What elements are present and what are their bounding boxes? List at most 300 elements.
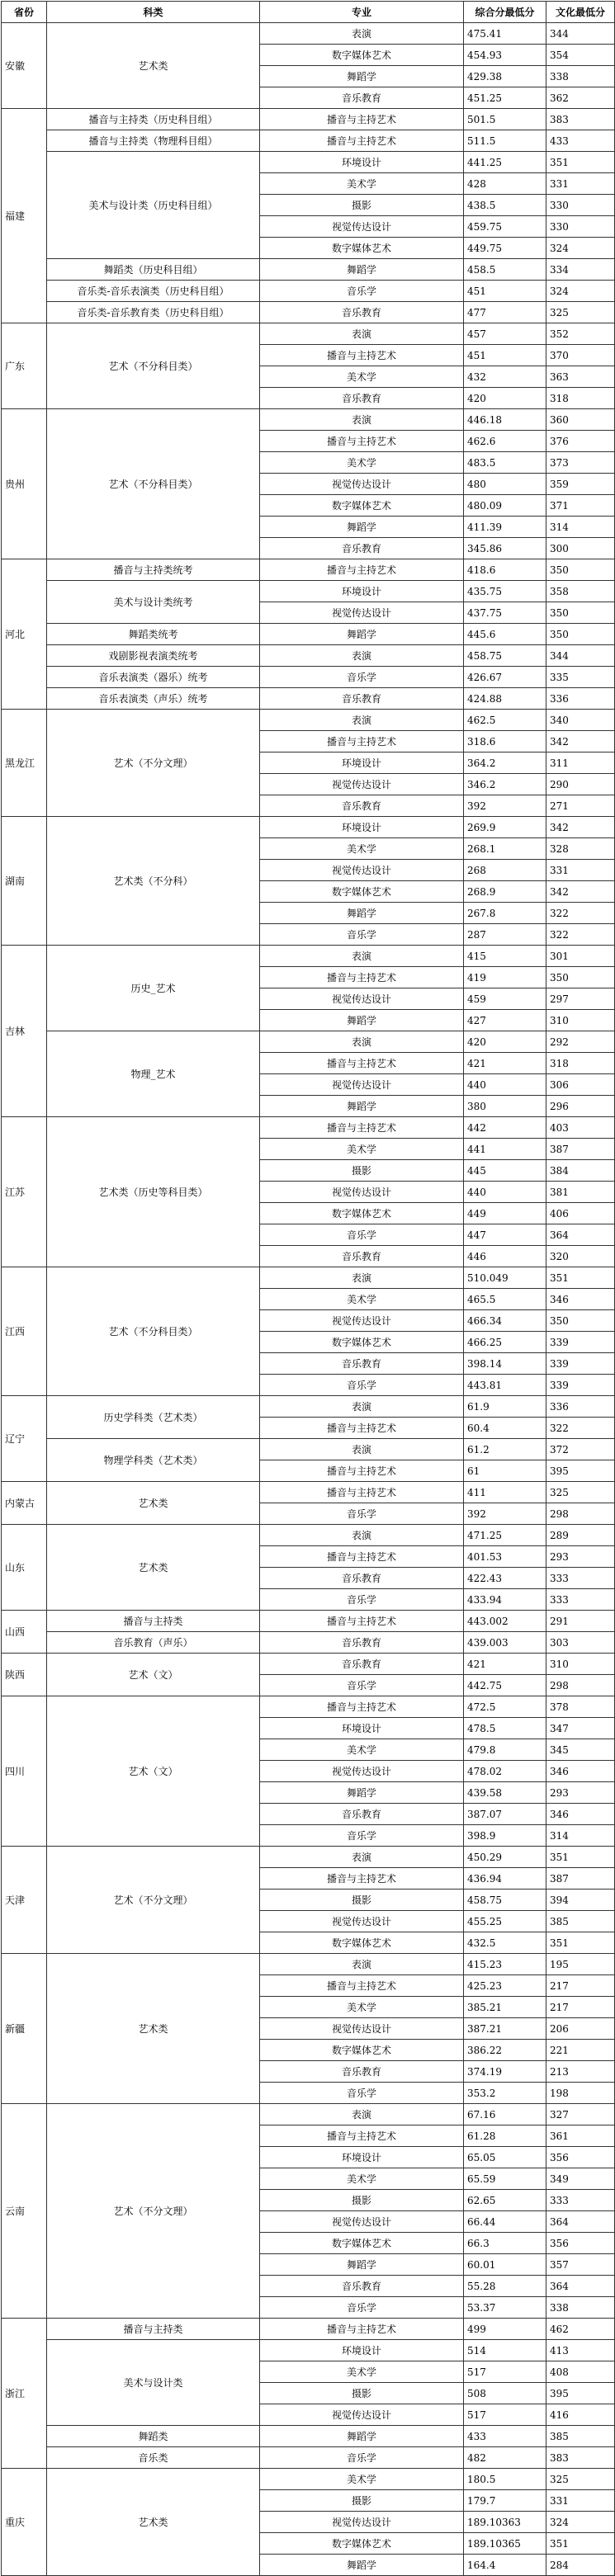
composite-score-cell: 398.9 [464, 1825, 546, 1847]
culture-score-cell: 334 [546, 259, 615, 281]
composite-score-cell: 441 [464, 1139, 546, 1160]
culture-score-cell: 387 [546, 1868, 615, 1890]
major-cell: 视觉传达设计 [260, 774, 464, 795]
composite-score-cell: 418.6 [464, 559, 546, 581]
table-row [2, 2319, 615, 2340]
table-row [2, 1847, 615, 1868]
culture-score-cell: 327 [546, 2104, 615, 2125]
composite-score-cell: 437.75 [464, 602, 546, 624]
composite-score-cell: 451.25 [464, 87, 546, 109]
culture-score-cell: 336 [546, 688, 615, 710]
major-cell: 环境设计 [260, 1718, 464, 1739]
major-cell: 摄影 [260, 195, 464, 216]
composite-score-cell: 436.94 [464, 1868, 546, 1890]
culture-score-cell: 310 [546, 1654, 615, 1675]
culture-score-cell: 195 [546, 1954, 615, 1975]
culture-score-cell: 372 [546, 1439, 615, 1460]
composite-score-cell: 443.002 [464, 1611, 546, 1632]
culture-score-cell: 362 [546, 87, 615, 109]
culture-score-cell: 408 [546, 2361, 615, 2383]
table-row [2, 2104, 615, 2125]
category-cell: 音乐类 [47, 2447, 260, 2469]
composite-score-cell: 439.58 [464, 1782, 546, 1804]
major-cell: 舞蹈学 [260, 1010, 464, 1031]
major-cell: 美术学 [260, 2361, 464, 2383]
major-cell: 音乐教育 [260, 1246, 464, 1267]
culture-score-cell: 416 [546, 2404, 615, 2426]
table-row [2, 2426, 615, 2447]
major-cell: 数字媒体艺术 [260, 1332, 464, 1353]
province-cell: 湖南 [2, 817, 47, 946]
composite-score-cell: 454.93 [464, 45, 546, 66]
composite-score-cell: 445.6 [464, 624, 546, 645]
culture-score-cell: 358 [546, 581, 615, 602]
culture-score-cell: 322 [546, 924, 615, 946]
culture-score-cell: 333 [546, 2190, 615, 2211]
table-row [2, 1439, 615, 1460]
composite-score-cell: 420 [464, 1031, 546, 1053]
major-cell: 数字媒体艺术 [260, 45, 464, 66]
major-cell: 播音与主持艺术 [260, 1975, 464, 1997]
culture-score-cell: 310 [546, 1010, 615, 1031]
culture-score-cell: 336 [546, 1396, 615, 1418]
major-cell: 表演 [260, 323, 464, 345]
major-cell: 音乐教育 [260, 2061, 464, 2083]
culture-score-cell: 198 [546, 2083, 615, 2104]
major-cell: 音乐教育 [260, 388, 464, 409]
major-cell: 表演 [260, 645, 464, 667]
table-row [2, 130, 615, 152]
category-cell: 艺术（文） [47, 1696, 260, 1847]
composite-score-cell: 419 [464, 967, 546, 988]
composite-score-cell: 443.81 [464, 1375, 546, 1396]
composite-score-cell: 65.59 [464, 2168, 546, 2190]
major-cell: 视觉传达设计 [260, 2018, 464, 2040]
composite-score-cell: 449 [464, 1203, 546, 1224]
composite-score-cell: 380 [464, 1096, 546, 1117]
composite-score-cell: 482 [464, 2447, 546, 2469]
category-cell: 物理学科类（艺术类） [47, 1439, 260, 1482]
major-cell: 数字媒体艺术 [260, 881, 464, 903]
culture-score-cell: 356 [546, 2233, 615, 2254]
composite-score-cell: 458.5 [464, 259, 546, 281]
major-cell: 音乐学 [260, 1589, 464, 1611]
culture-score-cell: 346 [546, 1289, 615, 1310]
composite-score-cell: 432 [464, 366, 546, 388]
culture-score-cell: 284 [546, 2555, 615, 2576]
culture-score-cell: 322 [546, 1418, 615, 1439]
major-cell: 播音与主持艺术 [260, 1546, 464, 1568]
composite-score-cell: 447 [464, 1224, 546, 1246]
composite-score-cell: 374.19 [464, 2061, 546, 2083]
composite-score-cell: 345.86 [464, 538, 546, 559]
culture-score-cell: 320 [546, 1246, 615, 1267]
composite-score-cell: 268.1 [464, 838, 546, 860]
major-cell: 播音与主持艺术 [260, 2125, 464, 2147]
composite-score-cell: 421 [464, 1654, 546, 1675]
province-cell: 重庆 [2, 2469, 47, 2576]
province-cell: 天津 [2, 1847, 47, 1954]
culture-score-cell: 335 [546, 667, 615, 688]
composite-score-cell: 478.5 [464, 1718, 546, 1739]
composite-score-cell: 446 [464, 1246, 546, 1267]
major-cell: 舞蹈学 [260, 2555, 464, 2576]
category-cell: 音乐教育（声乐） [47, 1632, 260, 1654]
major-cell: 播音与主持艺术 [260, 109, 464, 130]
culture-score-cell: 433 [546, 130, 615, 152]
major-cell: 美术学 [260, 366, 464, 388]
composite-score-cell: 67.16 [464, 2104, 546, 2125]
composite-score-cell: 446.18 [464, 409, 546, 431]
category-cell: 艺术类 [47, 1525, 260, 1611]
composite-score-cell: 189.10363 [464, 2512, 546, 2533]
table-row [2, 409, 615, 431]
culture-score-cell: 351 [546, 1847, 615, 1868]
composite-score-cell: 392 [464, 1503, 546, 1525]
province-cell: 江苏 [2, 1117, 47, 1267]
major-cell: 音乐教育 [260, 87, 464, 109]
culture-score-cell: 462 [546, 2319, 615, 2340]
composite-score-cell: 66.3 [464, 2233, 546, 2254]
major-cell: 音乐教育 [260, 1353, 464, 1375]
culture-score-cell: 300 [546, 538, 615, 559]
major-cell: 摄影 [260, 2383, 464, 2404]
composite-score-cell: 392 [464, 795, 546, 817]
composite-score-cell: 480.09 [464, 495, 546, 517]
culture-score-cell: 370 [546, 345, 615, 366]
table-row [2, 1611, 615, 1632]
composite-score-cell: 411.39 [464, 517, 546, 538]
major-cell: 视觉传达设计 [260, 2512, 464, 2533]
composite-score-cell: 475.41 [464, 23, 546, 45]
major-cell: 音乐学 [260, 2297, 464, 2319]
category-cell: 艺术（不分科目类） [47, 1267, 260, 1396]
culture-score-cell: 318 [546, 1053, 615, 1074]
category-cell: 播音与主持类 [47, 1611, 260, 1632]
table-row [2, 1696, 615, 1718]
major-cell: 环境设计 [260, 753, 464, 774]
composite-score-cell: 424.88 [464, 688, 546, 710]
category-cell: 艺术类（历史等科目类） [47, 1117, 260, 1267]
major-cell: 视觉传达设计 [260, 988, 464, 1010]
table-row [2, 1654, 615, 1675]
culture-score-cell: 328 [546, 838, 615, 860]
culture-score-cell: 346 [546, 1761, 615, 1782]
composite-score-cell: 287 [464, 924, 546, 946]
table-row [2, 624, 615, 645]
culture-score-cell: 217 [546, 1997, 615, 2018]
culture-score-cell: 350 [546, 624, 615, 645]
composite-score-cell: 55.28 [464, 2276, 546, 2297]
major-cell: 表演 [260, 1267, 464, 1289]
province-cell: 黑龙江 [2, 710, 47, 817]
admission-score-table [1, 1, 615, 2576]
major-cell: 摄影 [260, 2190, 464, 2211]
culture-score-cell: 385 [546, 1911, 615, 1932]
culture-score-cell: 346 [546, 1804, 615, 1825]
culture-score-cell: 339 [546, 1375, 615, 1396]
composite-score-cell: 462.6 [464, 431, 546, 452]
header-composite-min: 综合分最低分 [464, 2, 546, 23]
culture-score-cell: 351 [546, 152, 615, 173]
culture-score-cell: 356 [546, 2147, 615, 2168]
composite-score-cell: 61.2 [464, 1439, 546, 1460]
category-cell: 艺术（不分文理） [47, 710, 260, 817]
composite-score-cell: 442 [464, 1117, 546, 1139]
category-cell: 美术与设计类 [47, 2340, 260, 2426]
category-cell: 艺术类 [47, 1954, 260, 2104]
province-cell: 山东 [2, 1525, 47, 1611]
composite-score-cell: 511.5 [464, 130, 546, 152]
culture-score-cell: 306 [546, 1074, 615, 1096]
major-cell: 摄影 [260, 2490, 464, 2512]
category-cell: 音乐类-音乐表演类（历史科目组） [47, 281, 260, 302]
major-cell: 视觉传达设计 [260, 216, 464, 238]
major-cell: 视觉传达设计 [260, 2404, 464, 2426]
culture-score-cell: 290 [546, 774, 615, 795]
category-cell: 播音与主持类（物理科目组） [47, 130, 260, 152]
culture-score-cell: 291 [546, 1611, 615, 1632]
major-cell: 舞蹈学 [260, 2426, 464, 2447]
composite-score-cell: 421 [464, 1053, 546, 1074]
composite-score-cell: 364.2 [464, 753, 546, 774]
table-row [2, 1482, 615, 1503]
culture-score-cell: 364 [546, 2211, 615, 2233]
major-cell: 音乐学 [260, 2447, 464, 2469]
category-cell: 艺术类（不分科） [47, 817, 260, 946]
culture-score-cell: 360 [546, 409, 615, 431]
category-cell: 播音与主持类（历史科目组） [47, 109, 260, 130]
province-cell: 内蒙古 [2, 1482, 47, 1525]
culture-score-cell: 301 [546, 946, 615, 967]
culture-score-cell: 381 [546, 1182, 615, 1203]
composite-score-cell: 450.29 [464, 1847, 546, 1868]
major-cell: 表演 [260, 1439, 464, 1460]
major-cell: 音乐学 [260, 667, 464, 688]
table-row [2, 152, 615, 173]
major-cell: 舞蹈学 [260, 624, 464, 645]
culture-score-cell: 406 [546, 1203, 615, 1224]
composite-score-cell: 179.7 [464, 2490, 546, 2512]
composite-score-cell: 387.07 [464, 1804, 546, 1825]
category-cell: 舞蹈类统考 [47, 624, 260, 645]
table-row [2, 1117, 615, 1139]
major-cell: 视觉传达设计 [260, 1761, 464, 1782]
culture-score-cell: 350 [546, 1310, 615, 1332]
culture-score-cell: 385 [546, 2426, 615, 2447]
major-cell: 播音与主持艺术 [260, 967, 464, 988]
composite-score-cell: 438.5 [464, 195, 546, 216]
culture-score-cell: 324 [546, 238, 615, 259]
composite-score-cell: 471.25 [464, 1525, 546, 1546]
culture-score-cell: 293 [546, 1782, 615, 1804]
composite-score-cell: 451 [464, 281, 546, 302]
culture-score-cell: 413 [546, 2340, 615, 2361]
culture-score-cell: 395 [546, 1460, 615, 1482]
major-cell: 数字媒体艺术 [260, 1203, 464, 1224]
culture-score-cell: 325 [546, 2469, 615, 2490]
culture-score-cell: 350 [546, 559, 615, 581]
table-row [2, 645, 615, 667]
culture-score-cell: 351 [546, 1932, 615, 1954]
composite-score-cell: 472.5 [464, 1696, 546, 1718]
culture-score-cell: 339 [546, 1353, 615, 1375]
table-row [2, 2340, 615, 2361]
composite-score-cell: 449.75 [464, 238, 546, 259]
culture-score-cell: 394 [546, 1890, 615, 1911]
major-cell: 美术学 [260, 838, 464, 860]
major-cell: 音乐教育 [260, 302, 464, 323]
category-cell: 美术与设计类统考 [47, 581, 260, 624]
culture-score-cell: 331 [546, 860, 615, 881]
culture-score-cell: 364 [546, 1224, 615, 1246]
table-row [2, 1396, 615, 1418]
composite-score-cell: 415.23 [464, 1954, 546, 1975]
culture-score-cell: 342 [546, 731, 615, 753]
category-cell: 音乐类-音乐教育类（历史科目组） [47, 302, 260, 323]
table-row [2, 667, 615, 688]
major-cell: 音乐学 [260, 1503, 464, 1525]
major-cell: 舞蹈学 [260, 1782, 464, 1804]
major-cell: 音乐学 [260, 1675, 464, 1696]
culture-score-cell: 333 [546, 1589, 615, 1611]
composite-score-cell: 415 [464, 946, 546, 967]
category-cell: 艺术（不分文理） [47, 1847, 260, 1954]
culture-score-cell: 344 [546, 645, 615, 667]
culture-score-cell: 296 [546, 1096, 615, 1117]
culture-score-cell: 373 [546, 452, 615, 474]
composite-score-cell: 462.5 [464, 710, 546, 731]
major-cell: 音乐教育 [260, 1632, 464, 1654]
major-cell: 摄影 [260, 1890, 464, 1911]
culture-score-cell: 289 [546, 1525, 615, 1546]
culture-score-cell: 293 [546, 1546, 615, 1568]
major-cell: 视觉传达设计 [260, 2211, 464, 2233]
table-row [2, 2447, 615, 2469]
major-cell: 舞蹈学 [260, 66, 464, 87]
category-cell: 艺术（不分文理） [47, 2104, 260, 2319]
table-row [2, 302, 615, 323]
composite-score-cell: 427 [464, 1010, 546, 1031]
category-cell: 美术与设计类（历史科目组） [47, 152, 260, 259]
major-cell: 表演 [260, 946, 464, 967]
culture-score-cell: 314 [546, 517, 615, 538]
composite-score-cell: 426.67 [464, 667, 546, 688]
major-cell: 环境设计 [260, 2147, 464, 2168]
composite-score-cell: 387.21 [464, 2018, 546, 2040]
major-cell: 播音与主持艺术 [260, 2319, 464, 2340]
composite-score-cell: 451 [464, 345, 546, 366]
culture-score-cell: 339 [546, 1332, 615, 1353]
major-cell: 音乐教育 [260, 538, 464, 559]
culture-score-cell: 330 [546, 216, 615, 238]
composite-score-cell: 60.01 [464, 2254, 546, 2276]
culture-score-cell: 324 [546, 281, 615, 302]
culture-score-cell: 303 [546, 1632, 615, 1654]
province-cell: 辽宁 [2, 1396, 47, 1482]
composite-score-cell: 499 [464, 2319, 546, 2340]
major-cell: 视觉传达设计 [260, 474, 464, 495]
culture-score-cell: 221 [546, 2040, 615, 2061]
province-cell: 浙江 [2, 2319, 47, 2469]
culture-score-cell: 298 [546, 1503, 615, 1525]
major-cell: 数字媒体艺术 [260, 2040, 464, 2061]
major-cell: 数字媒体艺术 [260, 2533, 464, 2555]
province-cell: 贵州 [2, 409, 47, 559]
province-cell: 山西 [2, 1611, 47, 1654]
category-cell: 艺术（不分科目类） [47, 323, 260, 409]
composite-score-cell: 425.23 [464, 1975, 546, 1997]
major-cell: 美术学 [260, 1289, 464, 1310]
composite-score-cell: 60.4 [464, 1418, 546, 1439]
culture-score-cell: 325 [546, 302, 615, 323]
culture-score-cell: 363 [546, 366, 615, 388]
composite-score-cell: 318.6 [464, 731, 546, 753]
table-row [2, 23, 615, 45]
culture-score-cell: 350 [546, 967, 615, 988]
culture-score-cell: 342 [546, 881, 615, 903]
category-cell: 艺术类 [47, 23, 260, 109]
category-cell: 历史_艺术 [47, 946, 260, 1031]
header-province: 省份 [2, 2, 47, 23]
culture-score-cell: 330 [546, 195, 615, 216]
major-cell: 播音与主持艺术 [260, 345, 464, 366]
culture-score-cell: 311 [546, 753, 615, 774]
culture-score-cell: 217 [546, 1975, 615, 1997]
composite-score-cell: 457 [464, 323, 546, 345]
table-row [2, 281, 615, 302]
major-cell: 音乐学 [260, 2083, 464, 2104]
composite-score-cell: 440 [464, 1074, 546, 1096]
province-cell: 云南 [2, 2104, 47, 2319]
culture-score-cell: 342 [546, 817, 615, 838]
composite-score-cell: 441.25 [464, 152, 546, 173]
province-cell: 新疆 [2, 1954, 47, 2104]
province-cell: 广东 [2, 323, 47, 409]
culture-score-cell: 333 [546, 1568, 615, 1589]
major-cell: 表演 [260, 710, 464, 731]
major-cell: 播音与主持艺术 [260, 431, 464, 452]
composite-score-cell: 458.75 [464, 645, 546, 667]
composite-score-cell: 189.10365 [464, 2533, 546, 2555]
header-culture-min: 文化最低分 [546, 2, 615, 23]
culture-score-cell: 351 [546, 2533, 615, 2555]
composite-score-cell: 466.34 [464, 1310, 546, 1332]
culture-score-cell: 383 [546, 109, 615, 130]
composite-score-cell: 517 [464, 2361, 546, 2383]
culture-score-cell: 271 [546, 795, 615, 817]
major-cell: 美术学 [260, 452, 464, 474]
composite-score-cell: 385.21 [464, 1997, 546, 2018]
composite-score-cell: 466.25 [464, 1332, 546, 1353]
composite-score-cell: 508 [464, 2383, 546, 2404]
culture-score-cell: 298 [546, 1675, 615, 1696]
culture-score-cell: 350 [546, 602, 615, 624]
culture-score-cell: 364 [546, 2276, 615, 2297]
major-cell: 表演 [260, 1525, 464, 1546]
composite-score-cell: 435.75 [464, 581, 546, 602]
table-row [2, 323, 615, 345]
table-row [2, 581, 615, 602]
composite-score-cell: 422.43 [464, 1568, 546, 1589]
composite-score-cell: 164.4 [464, 2555, 546, 2576]
category-cell: 艺术（不分科目类） [47, 409, 260, 559]
major-cell: 音乐学 [260, 1224, 464, 1246]
major-cell: 视觉传达设计 [260, 602, 464, 624]
culture-score-cell: 354 [546, 45, 615, 66]
major-cell: 表演 [260, 409, 464, 431]
category-cell: 物理_艺术 [47, 1031, 260, 1117]
